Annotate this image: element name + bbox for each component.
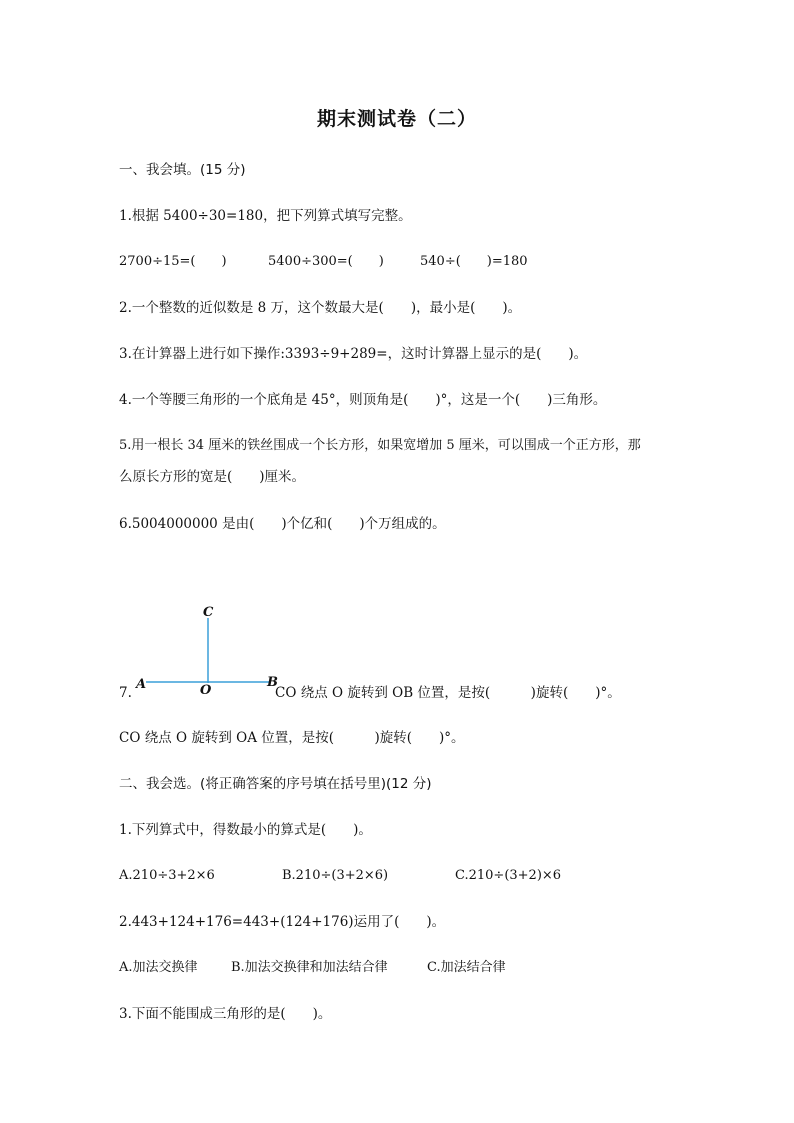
- question-1-2: 2.一个整数的近似数是 8 万，这个数最大是( )，最小是( )。: [119, 300, 522, 316]
- question-1-1: 1.根据 5400÷30=180，把下列算式填写完整。: [119, 208, 412, 224]
- q2-1-option-c: C.210÷(3+2)×6: [455, 868, 562, 883]
- question-1-4: 4.一个等腰三角形的一个底角是 45°，则顶角是( )°，这是一个( )三角形。: [119, 392, 607, 408]
- q1-item-1: 2700÷15=( ): [119, 254, 227, 269]
- q2-2-option-c: C.加法结合律: [427, 960, 506, 975]
- question-1-7-line-1: CO 绕点 O 旋转到 OB 位置，是按( )旋转( )°。: [275, 685, 621, 701]
- question-1-7-line-2: CO 绕点 O 旋转到 OA 位置，是按( )旋转( )°。: [119, 730, 465, 746]
- q2-1-option-b: B.210÷(3+2×6): [282, 868, 389, 883]
- q2-1-option-a: A.210÷3+2×6: [119, 868, 215, 883]
- question-1-5-line-2: 么原长方形的宽是( )厘米。: [119, 469, 306, 485]
- q1-item-2: 5400÷300=( ): [268, 254, 384, 269]
- question-1-5-line-1: 5.用一根长 34 厘米的铁丝围成一个长方形，如果宽增加 5 厘米，可以围成一个正方形，那: [119, 438, 641, 453]
- question-1-6: 6.5004000000 是由( )个亿和( )个万组成的。: [119, 516, 446, 532]
- section-2-heading: 二、我会选。(将正确答案的序号填在括号里)(12 分): [119, 776, 432, 792]
- page-title: 期末测试卷（二）: [316, 108, 477, 130]
- rotation-figure: [130, 600, 290, 700]
- question-2-3: 3.下面不能围成三角形的是( )。: [119, 1006, 332, 1022]
- label-o: O: [200, 683, 212, 698]
- label-c: C: [203, 605, 214, 620]
- question-2-1: 1.下列算式中，得数最小的算式是( )。: [119, 822, 372, 838]
- label-a: A: [136, 677, 147, 692]
- q1-item-3: 540÷( )=180: [420, 254, 528, 269]
- section-1-heading: 一、我会填。(15 分): [119, 162, 246, 178]
- label-b: B: [267, 675, 278, 690]
- question-1-7-number: 7.: [119, 685, 132, 701]
- q2-2-option-a: A.加法交换律: [119, 960, 198, 975]
- question-2-2: 2.443+124+176=443+(124+176)运用了( )。: [119, 914, 446, 930]
- q2-2-option-b: B.加法交换律和加法结合律: [231, 960, 388, 975]
- question-1-3: 3.在计算器上进行如下操作:3393÷9+289=，这时计算器上显示的是( )。: [119, 346, 588, 362]
